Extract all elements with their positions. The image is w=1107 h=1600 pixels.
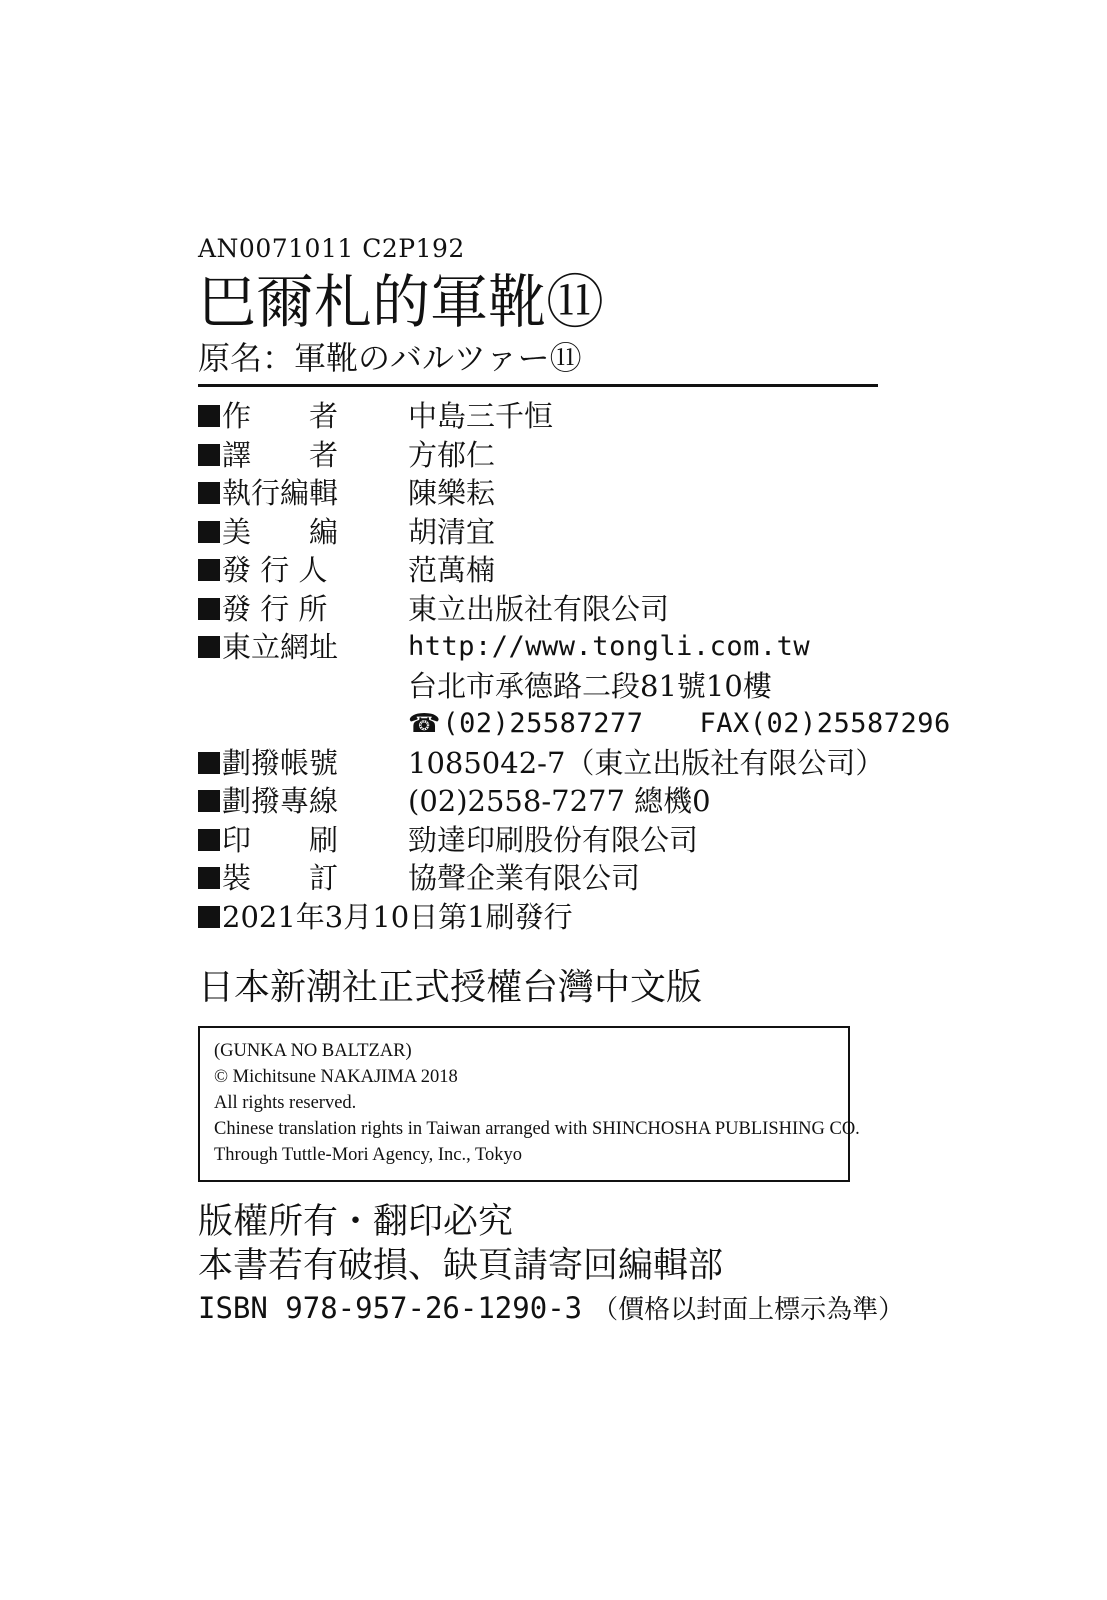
credit-row-author — [198, 397, 938, 436]
bullet-square-icon — [198, 906, 220, 928]
credit-row-publishing-house — [198, 590, 938, 629]
credit-label: 發 行 所 — [222, 591, 328, 626]
bullet-square-icon — [198, 482, 220, 504]
rights-line: Through Tuttle-Mori Agency, Inc., Tokyo — [214, 1145, 523, 1165]
isbn: ISBN 978-957-26-1290-3 — [198, 1291, 583, 1325]
book-title: 巴爾札的軍靴⑪ — [198, 268, 605, 336]
bullet-square-icon — [198, 829, 220, 851]
bullet-square-icon — [198, 867, 220, 889]
telephone-icon: ☎ — [408, 709, 441, 740]
bullet-square-icon — [198, 598, 220, 620]
credit-value: 陳樂耘 — [408, 476, 496, 511]
price-note: （價格以封面上標示為準） — [592, 1295, 905, 1325]
bullet-square-icon — [198, 521, 220, 543]
credit-label: 發 行 人 — [222, 553, 328, 588]
credit-row-website — [198, 628, 938, 667]
bullet-square-icon — [198, 790, 220, 812]
publish-date: 2021年3月10日第1刷發行 — [222, 899, 573, 934]
authorization-statement: 日本新潮社正式授權台灣中文版 — [198, 967, 703, 1008]
credit-row-translator — [198, 436, 938, 475]
bullet-square-icon — [198, 559, 220, 581]
credit-label: 劃撥專線 — [222, 784, 339, 819]
credit-label: 譯 者 — [222, 437, 339, 472]
credit-value: 協聲企業有限公司 — [408, 861, 641, 896]
credit-row-printer — [198, 821, 938, 860]
isbn-line — [198, 1288, 938, 1330]
credit-label: 東立網址 — [222, 630, 339, 665]
phone-number: (02)25587277 — [442, 708, 644, 740]
rights-line: (GUNKA NO BALTZAR) — [214, 1041, 412, 1061]
credit-label: 作 者 — [222, 399, 339, 434]
rights-line: All rights reserved. — [214, 1093, 357, 1113]
bullet-square-icon — [198, 636, 220, 658]
credit-value: 1085042-7（東立出版社有限公司） — [408, 745, 885, 780]
credit-row-giro-account — [198, 744, 938, 783]
credit-label: 美 編 — [222, 514, 339, 549]
credit-row-giro-line — [198, 782, 938, 821]
rights-box — [198, 1026, 860, 1182]
product-code: AN0071011 C2P192 — [198, 234, 465, 263]
credit-value: 胡清宜 — [408, 514, 496, 549]
bullet-square-icon — [198, 405, 220, 427]
credit-label: 執行編輯 — [222, 476, 339, 511]
address-row — [198, 667, 938, 706]
credit-label: 劃撥帳號 — [222, 745, 339, 780]
website-link[interactable]: http://www.tongli.com.tw — [408, 631, 811, 663]
address: 台北市承德路二段81號10樓 — [408, 668, 772, 703]
credit-row-art-editor — [198, 513, 938, 552]
credit-row-editor — [198, 474, 938, 513]
damage-notice: 本書若有破損、缺頁請寄回編輯部 — [198, 1246, 724, 1286]
credits-list — [198, 397, 951, 936]
phone-row — [198, 705, 951, 744]
fax-number: FAX(02)25587296 — [699, 708, 951, 740]
original-title: 原名：軍靴のバルツァー⑪ — [198, 339, 582, 377]
credit-row-publisher — [198, 551, 938, 590]
copyright-notice: 版權所有・翻印必究 — [198, 1202, 514, 1242]
rights-line: © Michitsune NAKAJIMA 2018 — [214, 1067, 458, 1087]
bullet-square-icon — [198, 444, 220, 466]
bullet-square-icon — [198, 752, 220, 774]
credit-value: 方郁仁 — [408, 437, 496, 472]
title-divider — [198, 384, 878, 387]
credit-value: 勁達印刷股份有限公司 — [408, 822, 699, 857]
credit-value: 中島三千恒 — [408, 399, 554, 434]
publish-date-row — [198, 898, 938, 937]
credit-value: 范萬楠 — [408, 553, 496, 588]
colophon — [198, 234, 951, 1330]
credit-value: (02)2558-7277 總機0 — [408, 784, 711, 819]
credit-row-binder — [198, 859, 938, 898]
credit-value: 東立出版社有限公司 — [408, 591, 670, 626]
rights-line: Chinese translation rights in Taiwan arranged with SHINCHOSHA PUBLISHING CO. — [214, 1119, 860, 1139]
credit-label: 印 刷 — [222, 822, 339, 857]
credit-label: 裝 訂 — [222, 861, 339, 896]
